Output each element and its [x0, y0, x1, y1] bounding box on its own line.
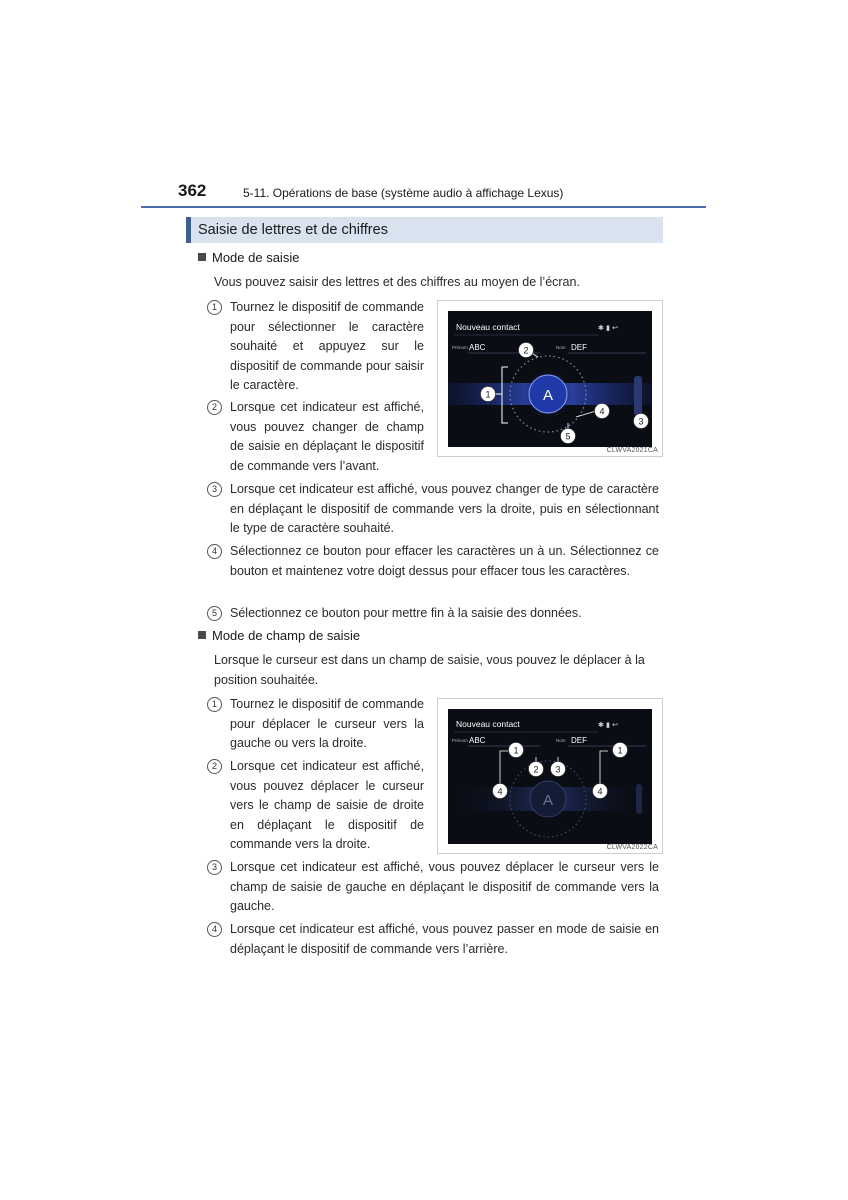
item-text: Sélectionnez ce bouton pour mettre fin à la saisie des données.	[230, 606, 582, 620]
header-rule	[141, 206, 706, 208]
circled-number-icon: 1	[207, 300, 222, 315]
screen-illustration	[448, 709, 652, 844]
list-item	[207, 542, 659, 581]
list-item	[207, 298, 424, 396]
field-value: DEF	[571, 343, 587, 352]
item-text: Lorsque cet indicateur est affiché, vous pouvez changer de champ de saisie en déplaçant le dispositif de commande vers l’avant.	[230, 400, 424, 473]
item-text: Lorsque cet indicateur est affiché, vous pouvez changer de type de caractère en déplaçant le dispositif de commande vers la droite, puis en sélectionnant le type de caractère souhaité.	[230, 482, 659, 535]
subheading-text: Mode de champ de saisie	[212, 628, 361, 643]
callout-number: 2	[533, 764, 539, 775]
circled-number-icon: 2	[207, 400, 222, 415]
callout-number: 1	[485, 389, 491, 400]
field-label: Prénom	[452, 738, 468, 743]
circled-number-icon: 5	[207, 606, 222, 621]
field-value: ABC	[469, 736, 486, 745]
figure-mode-champ	[437, 698, 663, 854]
screen-image	[448, 709, 652, 844]
circled-number-icon: 1	[207, 697, 222, 712]
circled-number-icon: 4	[207, 922, 222, 937]
screen-title: Nouveau contact	[456, 719, 520, 729]
list-item	[207, 480, 659, 539]
list-item	[207, 695, 424, 754]
callout-number: 5	[565, 431, 571, 442]
item-text: Lorsque cet indicateur est affiché, vous pouvez déplacer le curseur vers le champ de saisie de gauche en déplaçant le dispositif de commande vers la gauche.	[230, 860, 659, 913]
subheading-mode-champ	[198, 628, 360, 643]
field-value: DEF	[571, 736, 587, 745]
field-label: Prénom	[452, 345, 468, 350]
callout-number: 1	[513, 745, 519, 756]
callout-number: 4	[497, 786, 503, 797]
field-value: ABC	[469, 343, 486, 352]
field-label: Nom	[556, 345, 566, 350]
circled-number-icon: 4	[207, 544, 222, 559]
svg-text:✱ ▮ ↩: ✱ ▮ ↩	[598, 324, 619, 332]
callout-number: 3	[638, 416, 644, 427]
intro-mode-saisie: Vous pouvez saisir des lettres et des chiffres au moyen de l’écran.	[214, 275, 580, 289]
square-bullet-icon	[198, 631, 206, 639]
subheading-mode-saisie	[198, 250, 299, 265]
intro-mode-champ: Lorsque le curseur est dans un champ de saisie, vous pouvez le déplacer à la position souhaitée.	[214, 653, 645, 687]
list-item	[207, 604, 659, 624]
item-text: Sélectionnez ce bouton pour effacer les caractères un à un. Sélectionnez ce bouton et maintenez votre doigt dessus pour effacer tous les caractères.	[230, 544, 659, 578]
center-character: A	[542, 387, 554, 404]
figure-code: CLWVA2021CA	[606, 447, 658, 454]
field-label: Nom	[556, 738, 566, 743]
subheading-text: Mode de saisie	[212, 250, 300, 265]
screen-title: Nouveau contact	[456, 322, 520, 332]
center-character: A	[542, 792, 554, 809]
item-text: Tournez le dispositif de commande pour sélectionner le caractère souhaité et appuyez sur le dispositif de commande pour saisir le caractère.	[230, 300, 424, 392]
section-title: Saisie de lettres et de chiffres	[186, 217, 663, 243]
screen-illustration	[448, 311, 652, 447]
square-bullet-icon	[198, 253, 206, 261]
callout-number: 3	[555, 764, 561, 775]
list-item	[207, 398, 424, 476]
running-header: 5-11. Opérations de base (système audio à affichage Lexus)	[243, 186, 564, 200]
callout-number: 1	[617, 745, 623, 756]
item-text: Lorsque cet indicateur est affiché, vous pouvez déplacer le curseur vers le champ de saisie de droite en déplaçant le dispositif de commande vers la droite.	[230, 759, 424, 851]
callout-number: 4	[597, 786, 603, 797]
item-text: Lorsque cet indicateur est affiché, vous pouvez passer en mode de saisie en déplaçant le dispositif de commande vers l’arrière.	[230, 922, 659, 956]
callout-number: 4	[599, 406, 605, 417]
figure-mode-saisie	[437, 300, 663, 457]
list-item	[207, 757, 424, 855]
item-text: Tournez le dispositif de commande pour déplacer le curseur vers la gauche ou vers la droite.	[230, 697, 424, 750]
callout-number: 2	[523, 345, 529, 356]
circled-number-icon: 2	[207, 759, 222, 774]
figure-code: CLWVA2022CA	[606, 844, 658, 851]
circled-number-icon: 3	[207, 482, 222, 497]
list-item	[207, 920, 659, 959]
svg-text:✱ ▮ ↩: ✱ ▮ ↩	[598, 721, 619, 729]
circled-number-icon: 3	[207, 860, 222, 875]
page-number: 362	[178, 181, 207, 200]
screen-image	[448, 311, 652, 447]
list-item	[207, 858, 659, 917]
